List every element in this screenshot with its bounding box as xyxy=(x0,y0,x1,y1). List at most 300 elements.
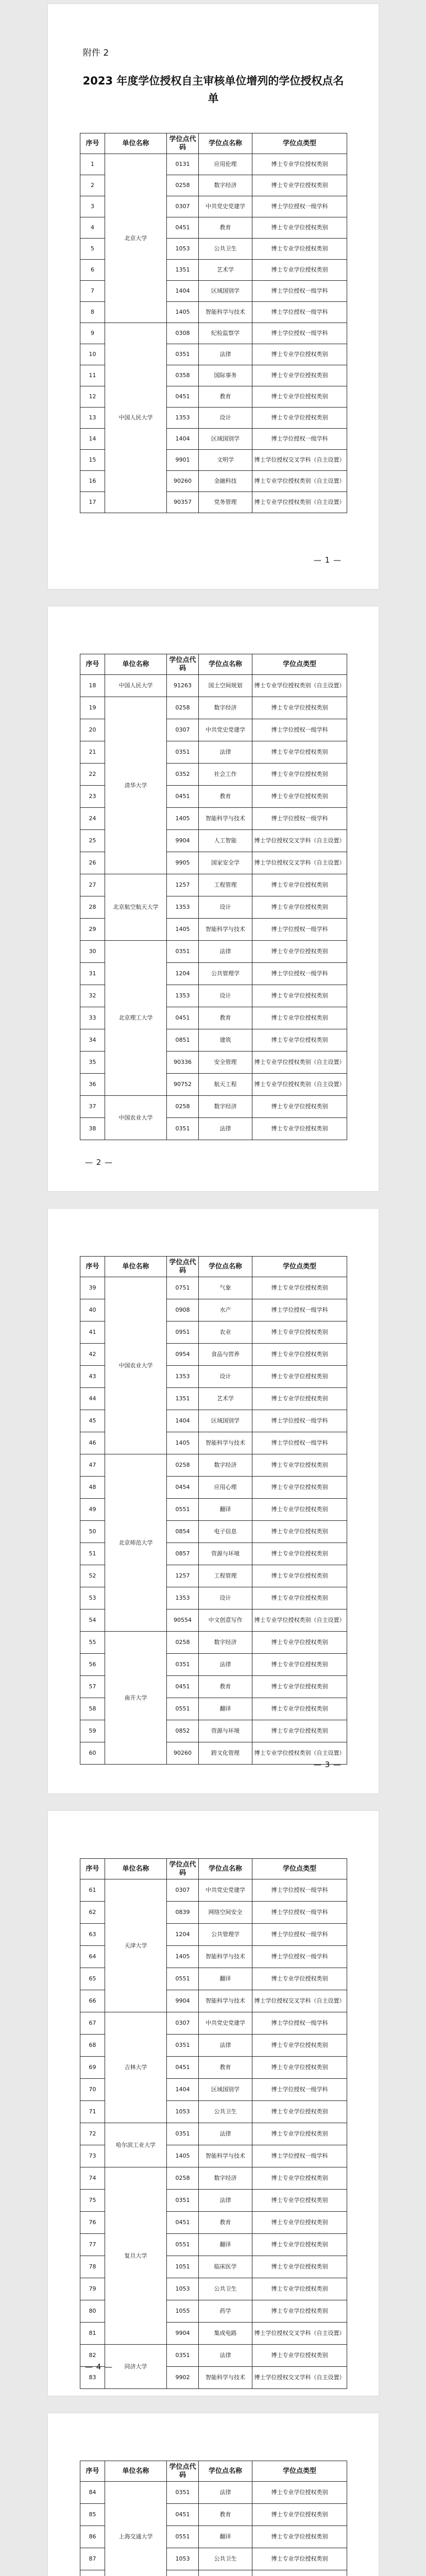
cell-seq: 22 xyxy=(80,764,105,786)
cell-type: 博士学位授权交叉学科（自主设置） xyxy=(252,450,347,471)
cell-code: 1053 xyxy=(167,2278,199,2300)
page-content xyxy=(80,1209,347,1793)
cell-name: 公共管理学 xyxy=(199,1924,252,1946)
cell-seq: 28 xyxy=(80,896,105,919)
cell-code: 1353 xyxy=(167,1587,199,1609)
cell-name: 中共党史党建学 xyxy=(199,196,252,217)
cell-type: 博士学位授权一级学科 xyxy=(252,1946,347,1968)
document-page-3 xyxy=(48,1209,379,1793)
cell-code: 0551 xyxy=(167,1968,199,1990)
cell-code: 1404 xyxy=(167,429,199,450)
cell-code: 0351 xyxy=(167,1118,199,1140)
page-content xyxy=(80,606,347,1191)
cell-type: 博士专业学位授权类别 xyxy=(252,941,347,963)
cell-type: 博士专业学位授权类别 xyxy=(252,2057,347,2079)
cell-code: 0258 xyxy=(167,2167,199,2190)
cell-code: 0851 xyxy=(167,1029,199,1052)
cell-seq: 38 xyxy=(80,1118,105,1140)
cell-type: 博士专业学位授权类别 xyxy=(252,175,347,196)
table-header-row xyxy=(80,2461,347,2482)
header-type: 学位点类型 xyxy=(252,2461,347,2482)
cell-seq: 8 xyxy=(80,302,105,323)
cell-type: 博士学位授权一级学科 xyxy=(252,2079,347,2101)
cell-type: 博士专业学位授权类别 xyxy=(252,239,347,260)
cell-name: 国家安全学 xyxy=(199,852,252,874)
cell-type: 博士专业学位授权类别 xyxy=(252,1565,347,1587)
cell-name: 应用心理 xyxy=(199,1477,252,1499)
header-seq: 序号 xyxy=(80,1859,105,1879)
cell-type: 博士专业学位授权类别 xyxy=(252,1118,347,1140)
cell-code: 0307 xyxy=(167,196,199,217)
cell-unit: 北京师范大学 xyxy=(105,1454,167,1632)
cell-seq: 58 xyxy=(80,1698,105,1720)
cell-type: 博士专业学位授权类别 xyxy=(252,386,347,408)
cell-name: 设计 xyxy=(199,985,252,1007)
cell-seq: 46 xyxy=(80,1432,105,1454)
cell-code: 0451 xyxy=(167,386,199,408)
header-name: 学位点名称 xyxy=(199,1859,252,1879)
cell-name: 法律 xyxy=(199,2190,252,2212)
cell-type: 博士专业学位授权类别 xyxy=(252,786,347,808)
cell-name: 法律 xyxy=(199,941,252,963)
cell-type: 博士学位授权一级学科 xyxy=(252,429,347,450)
cell-seq: 11 xyxy=(80,365,105,386)
cell-code: 0258 xyxy=(167,697,199,719)
cell-name: 国际事务 xyxy=(199,365,252,386)
cell-name: 教育 xyxy=(199,2212,252,2234)
cell-seq: 78 xyxy=(80,2256,105,2278)
cell-type: 博士专业学位授权类别 xyxy=(252,2482,347,2504)
cell-code: 1405 xyxy=(167,919,199,941)
cell-type: 博士专业学位授权类别（自主设置） xyxy=(252,471,347,492)
cell-code: 0351 xyxy=(167,741,199,764)
cell-name: 工程管理 xyxy=(199,1565,252,1587)
cell-code: 0307 xyxy=(167,719,199,741)
cell-seq: 56 xyxy=(80,1654,105,1676)
cell-type: 博士学位授权一级学科 xyxy=(252,196,347,217)
cell-seq: 73 xyxy=(80,2145,105,2167)
cell-code: 0551 xyxy=(167,2234,199,2256)
cell-seq: 32 xyxy=(80,985,105,1007)
cell-code: 9904 xyxy=(167,1990,199,2012)
cell-unit: 北京理工大学 xyxy=(105,941,167,1096)
cell-name: 金融科技 xyxy=(199,471,252,492)
cell-seq: 7 xyxy=(80,281,105,302)
header-type: 学位点类型 xyxy=(252,654,347,675)
cell-type: 博士专业学位授权类别 xyxy=(252,365,347,386)
cell-seq: 2 xyxy=(80,175,105,196)
cell-name: 教育 xyxy=(199,2504,252,2526)
cell-type: 博士专业学位授权类别 xyxy=(252,1587,347,1609)
cell-name: 教育 xyxy=(199,1676,252,1698)
cell-unit: 中国农业大学 xyxy=(105,1096,167,1140)
cell-type: 博士专业学位授权类别 xyxy=(252,344,347,365)
cell-name: 区域国别学 xyxy=(199,1410,252,1432)
cell-type: 博士学位授权一级学科 xyxy=(252,302,347,323)
cell-name: 临床医学 xyxy=(199,2256,252,2278)
cell-code: 90752 xyxy=(167,1074,199,1096)
cell-seq: 69 xyxy=(80,2057,105,2079)
cell-type: 博士学位授权交叉学科（自主设置） xyxy=(252,852,347,874)
cell-code: 0551 xyxy=(167,1698,199,1720)
cell-code: 0451 xyxy=(167,2212,199,2234)
cell-seq: 20 xyxy=(80,719,105,741)
cell-type: 博士学位授权一级学科 xyxy=(252,808,347,830)
cell-code: 9904 xyxy=(167,2323,199,2345)
cell-seq: 76 xyxy=(80,2212,105,2234)
document-page-1 xyxy=(48,4,379,589)
cell-unit: 北京大学 xyxy=(105,154,167,323)
cell-type: 博士学位授权一级学科 xyxy=(252,2012,347,2035)
cell-type: 博士专业学位授权类别 xyxy=(252,741,347,764)
cell-code: 1404 xyxy=(167,281,199,302)
cell-name: 数字经济 xyxy=(199,1454,252,1477)
table-row xyxy=(80,1879,347,1902)
cell-seq: 17 xyxy=(80,492,105,513)
table-row xyxy=(80,154,347,175)
cell-code: 1053 xyxy=(167,239,199,260)
cell-code: 91263 xyxy=(167,675,199,697)
cell-name: 翻译 xyxy=(199,1968,252,1990)
cell-code: 0258 xyxy=(167,1632,199,1654)
table-row xyxy=(80,941,347,963)
cell-code: 0351 xyxy=(167,2190,199,2212)
cell-name: 党务管理 xyxy=(199,492,252,513)
cell-name: 法律 xyxy=(199,2123,252,2145)
cell-seq: 80 xyxy=(80,2300,105,2323)
cell-type: 博士专业学位授权类别 xyxy=(252,1096,347,1118)
cell-unit: 中国人民大学 xyxy=(105,323,167,513)
cell-type: 博士专业学位授权类别 xyxy=(252,1499,347,1521)
cell-code: 1353 xyxy=(167,408,199,429)
cell-code: 0451 xyxy=(167,217,199,239)
cell-code: 90260 xyxy=(167,1742,199,1765)
cell-type: 博士专业学位授权类别 xyxy=(252,874,347,896)
cell-seq: 15 xyxy=(80,450,105,471)
table-header-row xyxy=(80,654,347,675)
cell-name: 中共党史党建学 xyxy=(199,2012,252,2035)
cell-code: 0351 xyxy=(167,941,199,963)
cell-code: 0451 xyxy=(167,2504,199,2526)
page-number: — 1 — xyxy=(313,555,342,565)
cell-seq: 37 xyxy=(80,1096,105,1118)
cell-seq: 1 xyxy=(80,154,105,175)
cell-code: 0131 xyxy=(167,154,199,175)
table-row xyxy=(80,874,347,896)
cell-type: 博士学位授权一级学科 xyxy=(252,1902,347,1924)
cell-name: 教育 xyxy=(199,386,252,408)
cell-name: 网络空间安全 xyxy=(199,1902,252,1924)
cell-seq: 72 xyxy=(80,2123,105,2145)
cell-unit: 天津大学 xyxy=(105,1879,167,2012)
cell-type: 博士专业学位授权类别 xyxy=(252,1388,347,1410)
cell-seq: 65 xyxy=(80,1968,105,1990)
cell-unit: 上海交通大学 xyxy=(105,2482,167,2576)
cell-code: 1351 xyxy=(167,260,199,281)
header-seq: 序号 xyxy=(80,133,105,154)
cell-name: 数字经济 xyxy=(199,175,252,196)
cell-type: 博士专业学位授权类别 xyxy=(252,1968,347,1990)
cell-name: 艺术学 xyxy=(199,260,252,281)
cell-name: 设计 xyxy=(199,1587,252,1609)
table-row xyxy=(80,2482,347,2504)
table-row xyxy=(80,1632,347,1654)
cell-type: 博士专业学位授权类别 xyxy=(252,1720,347,1742)
authorization-table xyxy=(80,1256,347,1765)
cell-code: 0951 xyxy=(167,1321,199,1344)
cell-name xyxy=(199,2570,252,2576)
cell-type: 博士专业学位授权类别 xyxy=(252,764,347,786)
cell-type: 博士专业学位授权类别 xyxy=(252,1543,347,1565)
cell-seq: 21 xyxy=(80,741,105,764)
cell-seq: 44 xyxy=(80,1388,105,1410)
cell-code: 1405 xyxy=(167,2145,199,2167)
cell-code xyxy=(167,2570,199,2576)
cell-code: 1404 xyxy=(167,1410,199,1432)
cell-code: 0908 xyxy=(167,1299,199,1321)
cell-code: 9901 xyxy=(167,450,199,471)
document-page-4 xyxy=(48,1811,379,2396)
cell-name: 法律 xyxy=(199,741,252,764)
cell-seq: 60 xyxy=(80,1742,105,1765)
cell-name: 中共党史党建学 xyxy=(199,1879,252,1902)
cell-type: 博士专业学位授权类别 xyxy=(252,2345,347,2367)
cell-type: 博士学位授权一级学科 xyxy=(252,919,347,941)
cell-seq: 34 xyxy=(80,1029,105,1052)
cell-type: 博士学位授权交叉学科（自主设置） xyxy=(252,2367,347,2389)
table-row xyxy=(80,323,347,344)
header-unit: 单位名称 xyxy=(105,1859,167,1879)
cell-name: 智能科学与技术 xyxy=(199,1990,252,2012)
cell-unit: 南开大学 xyxy=(105,1632,167,1765)
cell-name: 翻译 xyxy=(199,2526,252,2548)
cell-code: 1053 xyxy=(167,2548,199,2570)
header-code: 学位点代码 xyxy=(167,654,199,675)
header-code: 学位点代码 xyxy=(167,133,199,154)
cell-code: 1055 xyxy=(167,2300,199,2323)
cell-seq: 77 xyxy=(80,2234,105,2256)
cell-code: 90357 xyxy=(167,492,199,513)
document-page-2 xyxy=(48,606,379,1191)
cell-code: 0839 xyxy=(167,1902,199,1924)
page-content xyxy=(80,2413,347,2576)
header-unit: 单位名称 xyxy=(105,2461,167,2482)
header-name: 学位点名称 xyxy=(199,2461,252,2482)
cell-type: 博士专业学位授权类别 xyxy=(252,2234,347,2256)
table-row xyxy=(80,2012,347,2035)
table-row xyxy=(80,1096,347,1118)
cell-type: 博士学位授权一级学科 xyxy=(252,1924,347,1946)
cell-code: 1405 xyxy=(167,1946,199,1968)
table-row xyxy=(80,2167,347,2190)
cell-code: 0351 xyxy=(167,2035,199,2057)
cell-code: 90554 xyxy=(167,1609,199,1632)
cell-code: 0258 xyxy=(167,1454,199,1477)
cell-seq: 23 xyxy=(80,786,105,808)
cell-type: 博士专业学位授权类别 xyxy=(252,260,347,281)
header-type: 学位点类型 xyxy=(252,1859,347,1879)
cell-type: 博士专业学位授权类别（自主设置） xyxy=(252,492,347,513)
cell-seq: 79 xyxy=(80,2278,105,2300)
cell-code: 0451 xyxy=(167,1007,199,1029)
cell-type: 博士学位授权一级学科 xyxy=(252,1432,347,1454)
cell-type: 博士专业学位授权类别 xyxy=(252,2190,347,2212)
cell-type xyxy=(252,2570,347,2576)
cell-name: 翻译 xyxy=(199,1499,252,1521)
cell-seq: 48 xyxy=(80,1477,105,1499)
page-number: — 4 — xyxy=(85,2362,113,2371)
cell-seq: 41 xyxy=(80,1321,105,1344)
cell-seq: 47 xyxy=(80,1454,105,1477)
cell-name: 文明学 xyxy=(199,450,252,471)
cell-seq: 75 xyxy=(80,2190,105,2212)
cell-name: 水产 xyxy=(199,1299,252,1321)
cell-seq: 5 xyxy=(80,239,105,260)
cell-name: 智能科学与技术 xyxy=(199,919,252,941)
cell-name: 应用伦理 xyxy=(199,154,252,175)
cell-seq: 12 xyxy=(80,386,105,408)
cell-name: 区域国别学 xyxy=(199,2079,252,2101)
cell-type: 博士专业学位授权类别 xyxy=(252,1632,347,1654)
cell-type: 博士专业学位授权类别 xyxy=(252,1676,347,1698)
cell-name: 艺术学 xyxy=(199,1388,252,1410)
cell-unit: 同济大学 xyxy=(105,2345,167,2389)
authorization-table xyxy=(80,1858,347,2389)
cell-code: 1257 xyxy=(167,874,199,896)
cell-name: 法律 xyxy=(199,2035,252,2057)
page-number: — 3 — xyxy=(313,1760,342,1769)
cell-name: 资源与环境 xyxy=(199,1720,252,1742)
header-seq: 序号 xyxy=(80,2461,105,2482)
cell-unit: 哈尔滨工业大学 xyxy=(105,2123,167,2167)
cell-code: 0857 xyxy=(167,1543,199,1565)
cell-type: 博士专业学位授权类别 xyxy=(252,1454,347,1477)
header-type: 学位点类型 xyxy=(252,1257,347,1277)
cell-type: 博士专业学位授权类别 xyxy=(252,1007,347,1029)
cell-type: 博士学位授权交叉学科（自主设置） xyxy=(252,1990,347,2012)
header-unit: 单位名称 xyxy=(105,654,167,675)
cell-type: 博士专业学位授权类别 xyxy=(252,1277,347,1299)
cell-type: 博士学位授权一级学科 xyxy=(252,323,347,344)
cell-type: 博士专业学位授权类别 xyxy=(252,408,347,429)
table-row xyxy=(80,697,347,719)
header-code: 学位点代码 xyxy=(167,2461,199,2482)
cell-code: 90336 xyxy=(167,1052,199,1074)
page-content xyxy=(80,1811,347,2396)
cell-code: 1053 xyxy=(167,2101,199,2123)
cell-type: 博士学位授权一级学科 xyxy=(252,719,347,741)
cell-seq: 84 xyxy=(80,2482,105,2504)
cell-type: 博士学位授权一级学科 xyxy=(252,1879,347,1902)
cell-type: 博士专业学位授权类别 xyxy=(252,2101,347,2123)
table-header-row xyxy=(80,133,347,154)
cell-seq: 25 xyxy=(80,830,105,852)
cell-type: 博士专业学位授权类别 xyxy=(252,1321,347,1344)
cell-name: 公共卫生 xyxy=(199,2101,252,2123)
cell-type: 博士专业学位授权类别 xyxy=(252,1029,347,1052)
cell-seq: 51 xyxy=(80,1543,105,1565)
cell-type: 博士专业学位授权类别 xyxy=(252,2167,347,2190)
cell-seq: 63 xyxy=(80,1924,105,1946)
authorization-table xyxy=(80,654,347,1140)
cell-name: 公共卫生 xyxy=(199,239,252,260)
cell-type: 博士专业学位授权类别 xyxy=(252,2123,347,2145)
cell-seq: 18 xyxy=(80,675,105,697)
cell-seq: 9 xyxy=(80,323,105,344)
cell-type: 博士专业学位授权类别 xyxy=(252,2278,347,2300)
cell-seq: 42 xyxy=(80,1344,105,1366)
cell-seq: 82 xyxy=(80,2345,105,2367)
cell-name: 气象 xyxy=(199,1277,252,1299)
header-seq: 序号 xyxy=(80,1257,105,1277)
cell-name: 区域国别学 xyxy=(199,281,252,302)
cell-seq: 81 xyxy=(80,2323,105,2345)
cell-code: 0358 xyxy=(167,365,199,386)
cell-name: 资源与环境 xyxy=(199,1543,252,1565)
cell-name: 教育 xyxy=(199,1007,252,1029)
cell-code: 1405 xyxy=(167,808,199,830)
cell-seq: 35 xyxy=(80,1052,105,1074)
cell-seq: 55 xyxy=(80,1632,105,1654)
cell-seq: 54 xyxy=(80,1609,105,1632)
header-unit: 单位名称 xyxy=(105,1257,167,1277)
cell-seq: 3 xyxy=(80,196,105,217)
cell-seq: 70 xyxy=(80,2079,105,2101)
cell-seq: 43 xyxy=(80,1366,105,1388)
cell-seq: 36 xyxy=(80,1074,105,1096)
cell-code: 0854 xyxy=(167,1521,199,1543)
cell-type: 博士学位授权一级学科 xyxy=(252,1410,347,1432)
cell-name: 法律 xyxy=(199,1118,252,1140)
cell-unit: 复旦大学 xyxy=(105,2167,167,2345)
cell-type: 博士专业学位授权类别 xyxy=(252,154,347,175)
cell-code: 0551 xyxy=(167,2526,199,2548)
cell-code: 0451 xyxy=(167,1676,199,1698)
cell-code: 1353 xyxy=(167,896,199,919)
cell-name: 电子信息 xyxy=(199,1521,252,1543)
cell-code: 1405 xyxy=(167,1432,199,1454)
cell-unit: 吉林大学 xyxy=(105,2012,167,2123)
cell-name: 航天工程 xyxy=(199,1074,252,1096)
cell-seq: 49 xyxy=(80,1499,105,1521)
cell-name: 中共党史党建学 xyxy=(199,719,252,741)
cell-seq: 61 xyxy=(80,1879,105,1902)
cell-seq: 86 xyxy=(80,2526,105,2548)
cell-code: 0451 xyxy=(167,2057,199,2079)
cell-name: 国土空间规划 xyxy=(199,675,252,697)
cell-type: 博士专业学位授权类别 xyxy=(252,1366,347,1388)
cell-type: 博士专业学位授权类别（自主设置） xyxy=(252,1074,347,1096)
cell-code: 0454 xyxy=(167,1477,199,1499)
cell-type: 博士学位授权一级学科 xyxy=(252,2145,347,2167)
cell-code: 0551 xyxy=(167,1499,199,1521)
cell-seq: 66 xyxy=(80,1990,105,2012)
cell-seq: 14 xyxy=(80,429,105,450)
cell-name: 社会工作 xyxy=(199,764,252,786)
cell-type: 博士专业学位授权类别（自主设置） xyxy=(252,675,347,697)
cell-code: 0352 xyxy=(167,764,199,786)
cell-name: 中文创意写作 xyxy=(199,1609,252,1632)
cell-name: 智能科学与技术 xyxy=(199,2367,252,2389)
cell-name: 公共卫生 xyxy=(199,2548,252,2570)
cell-code: 0307 xyxy=(167,2012,199,2035)
cell-type: 博士专业学位授权类别 xyxy=(252,2548,347,2570)
table-row xyxy=(80,2123,347,2145)
cell-name: 药学 xyxy=(199,2300,252,2323)
cell-type: 博士学位授权一级学科 xyxy=(252,1299,347,1321)
cell-name: 法律 xyxy=(199,344,252,365)
cell-code: 0351 xyxy=(167,2123,199,2145)
